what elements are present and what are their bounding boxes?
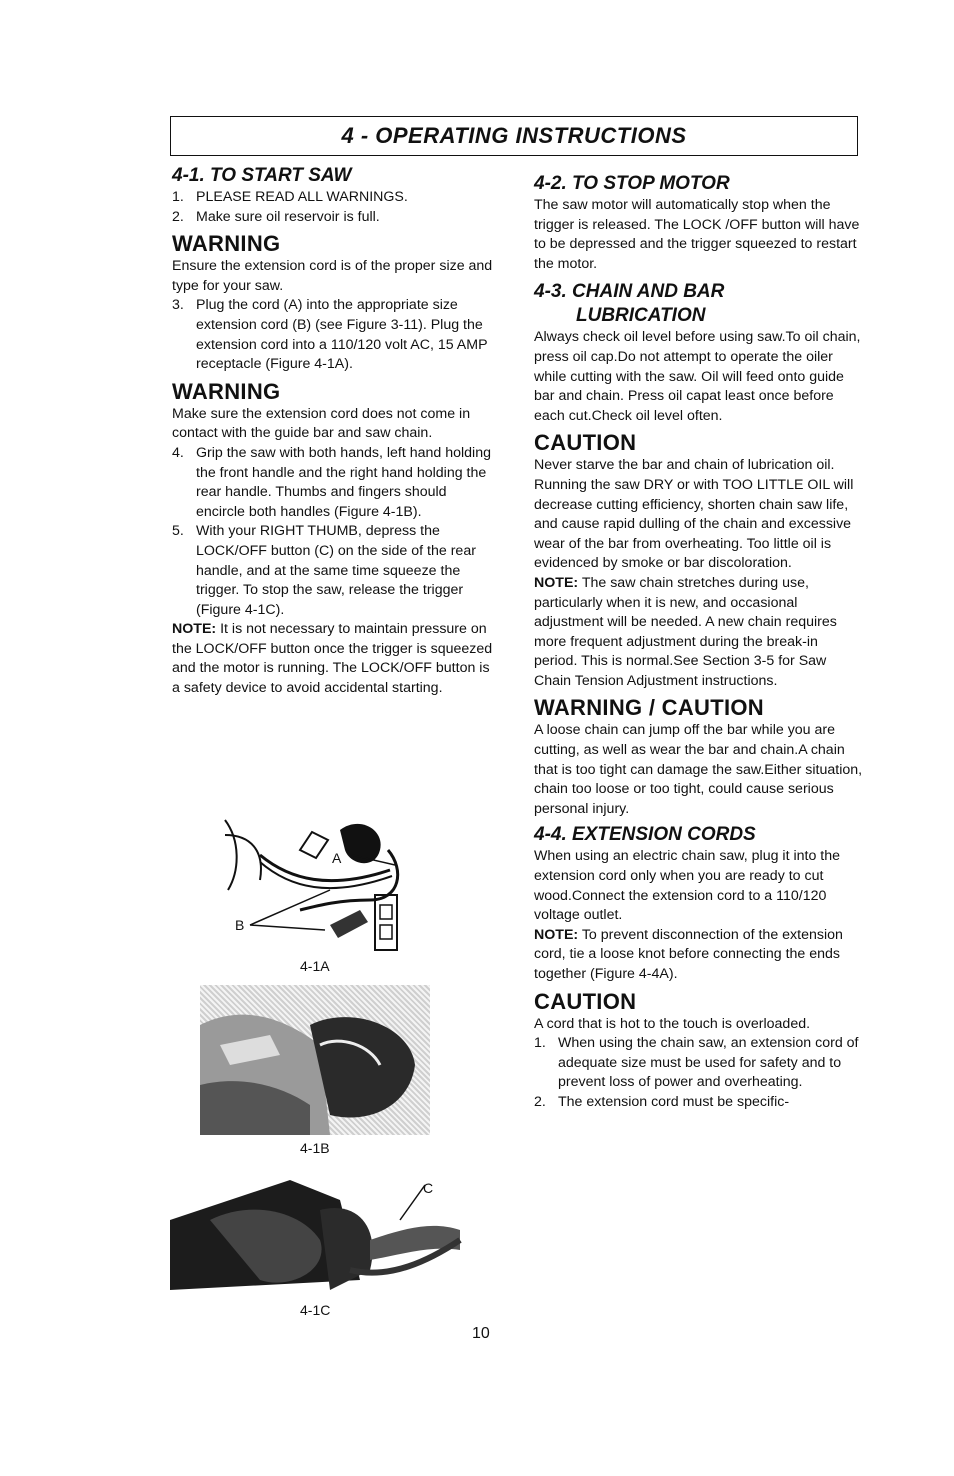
section-4-4-number: 4-4. [534,824,567,846]
item-number: 1. [534,1035,546,1052]
item-number: 4. [172,444,184,461]
caution-heading-2: CAUTION [534,988,637,1014]
warning-caution-heading: WARNING / CAUTION [534,695,764,721]
section-4-2-text: The saw motor will automatically stop when the trigger is released. The LOCK /OFF button will have to be depressed and the trigger squeezed to restart the motor. [534,197,860,272]
hands-gripping-saw-photo [200,985,430,1135]
list-item [534,1093,864,1113]
warning-text-1: Ensure the extension cord is of the proper size and type for your saw. [172,258,493,294]
section-4-2-number: 4-2. [534,173,567,194]
note-label: NOTE: [534,926,579,943]
extension-cord-illustration [220,810,420,965]
left-column [172,164,494,699]
item-number: 2. [534,1093,546,1110]
section-4-1-heading: TO START SAW [210,165,352,186]
note-label: NOTE: [172,621,217,638]
item-number: 1. [172,189,184,205]
item-text: Grip the saw with both hands, left hand holding the front handle and the right hand holding the rear handle. Thumbs and fingers should encircle both handles (Figure 4-1B). [196,444,491,520]
caution-heading-1: CAUTION [534,430,637,456]
note-text: To prevent disconnection of the extension cord, tie a loose knot before connecting the ends together (Figure 4-4A). [534,926,843,982]
section-4-4-title [534,823,864,847]
item-number: 5. [172,523,184,540]
item-text: With your RIGHT THUMB, depress the LOCK/OFF button (C) on the side of the rear handle, and at the same time squeeze the trigger. To stop the saw, release the trigger (Figure 4-1C). [196,523,476,618]
section-4-4-text: When using an electric chain saw, plug it into the extension cord only when you are ready to cut wood.Connect the extension cord to a 110/120 voltage outlet. [534,848,840,924]
right-column [534,172,864,1113]
page-number: 10 [472,1325,490,1342]
figure-4-1a-caption: 4-1A [300,958,330,974]
figure-4-1c-caption: 4-1C [300,1302,331,1318]
note-paragraph [534,926,864,985]
item-text: When using the chain saw, an extension cord of adequate size must be used for safety and to prevent loss of power and overheating. [558,1035,859,1091]
warning-heading-2: WARNING [172,378,281,404]
item-text: The extension cord must be specific- [558,1093,790,1110]
section-4-3-heading-b: LUBRICATION [576,305,706,327]
list-item [172,188,494,208]
item-text: Plug the cord (A) into the appropriate size extension cord (B) (see Figure 3-11). Plug the extension cord into a 110/120 volt AC, 15 AMP receptacle (Figure 4-1A). [196,297,488,373]
section-4-3-number: 4-3. [534,281,567,303]
note-text: It is not necessary to maintain pressure on the LOCK/OFF button once the trigger is squeezed and the motor is running. The LOCK/OFF button is a safety device to avoid accidental starting. [172,621,493,697]
list-item [172,522,494,620]
list-item [534,1034,864,1093]
warning-text-2: Make sure the extension cord does not come in contact with the guide bar and saw chain. [172,405,471,442]
figure-4-1b-caption: 4-1B [300,1140,330,1156]
caution-text-2: A cord that is hot to the touch is overloaded. [534,1015,811,1032]
note-label: NOTE: [534,574,579,591]
section-4-3-title [534,280,864,304]
section-4-4-heading: EXTENSION CORDS [572,824,756,846]
section-4-3-heading-a: CHAIN AND BAR [572,281,725,303]
list-item [172,208,494,228]
figure-4-1b [200,985,430,1135]
callout-b: B [235,917,245,933]
note-text: The saw chain stretches during use, particularly when it is new, and occasional adjustment will be needed. A new chain requires more frequent adjustment during the break-in period. This is normal.See Section 3-5 for Saw Chain Tension Adjustment instructions. [534,574,837,689]
callout-c: C [423,1180,434,1196]
list-item [172,444,494,522]
section-header-box [170,116,858,156]
section-4-1-number: 4-1. [172,165,205,186]
item-text: Make sure oil reservoir is full. [196,208,380,225]
warning-caution-text: A loose chain can jump off the bar while you are cutting, as well as wear the bar and chain.A chain that is too tight can damage the saw.Either situation, chain too loose or too tight, could cause serious personal injury. [534,722,863,817]
section-4-2-title [534,172,864,196]
note-paragraph [534,574,864,692]
list-item [172,296,494,374]
warning-heading-1: WARNING [172,231,281,257]
section-4-2-heading: TO STOP MOTOR [572,173,730,194]
section-header-title: 4 - OPERATING INSTRUCTIONS [341,123,687,148]
caution-text-1: Never starve the bar and chain of lubrication oil. Running the saw DRY or with TOO LITTLE OIL will decrease cutting efficiency, shorten chain saw life, and cause rapid dulling of the chain and excessive wear of the bar from overheating. Too little oil is evidenced by smoke or bar discoloration. [534,457,854,572]
item-text: PLEASE READ ALL WARNINGS. [196,189,408,205]
item-number: 3. [172,297,184,314]
figure-4-1a [220,810,420,965]
section-4-3-text: Always check oil level before using saw.To oil chain, press oil cap.Do not attempt to operate the oiler while cutting with the saw. Oil will feed onto guide bar and chain. Press oil capat least once before each cut.Check oil level often. [534,329,861,424]
item-number: 2. [172,208,184,225]
section-4-1-title [172,164,494,188]
callout-a: A [332,850,342,866]
figure-4-1c [170,1160,470,1300]
note-paragraph [172,620,494,698]
